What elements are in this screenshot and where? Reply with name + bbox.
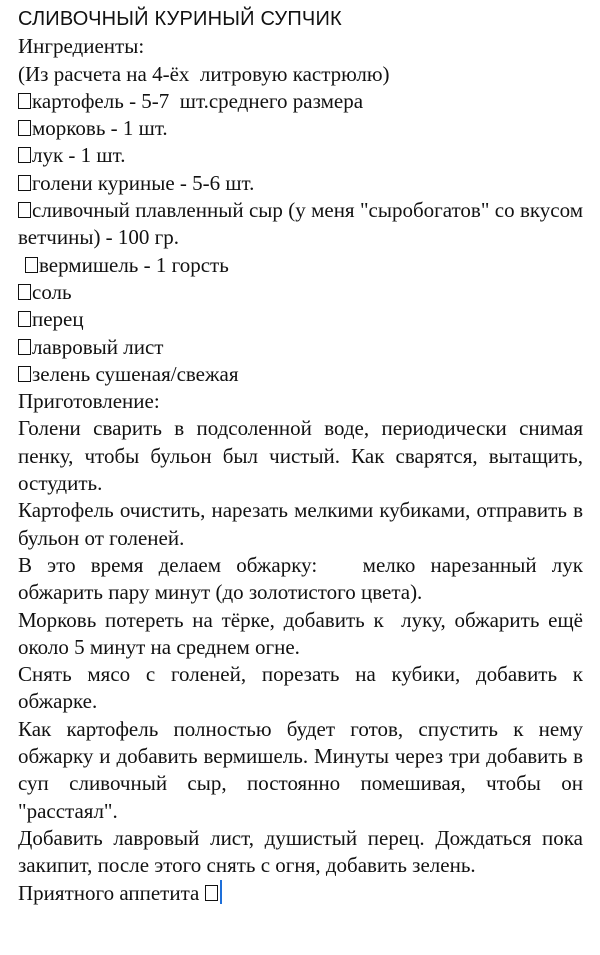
checkbox-icon [25, 257, 38, 273]
checkbox-icon [205, 885, 218, 901]
ingredient-item: голени куриные - 5-6 шт. [18, 170, 583, 197]
preparation-step: Морковь потереть на тёрке, добавить к луку, обжарить ещё около 5 минут на среднем огне. [18, 607, 589, 659]
checkbox-icon [18, 93, 31, 109]
preparation-step: Как картофель полностью будет готов, спустить к нему обжарку и добавить вермишель. Минуты через три добавить в суп сливочный сыр, постоянно помешивая, чтобы он "расстаял". [18, 716, 583, 823]
ingredients-note: (Из расчета на 4-ёх литровую кастрюлю) [18, 61, 390, 86]
preparation-step: Голени сварить в подсоленной воде, периодически снимая пенку, чтобы бульон был чистый. Как сварятся, вытащить, остудить. [18, 416, 583, 496]
ingredient-item: вермишель - 1 горсть [18, 252, 583, 279]
preparation-step: Добавить лавровый лист, душистый перец. Дождаться пока закипит, после этого снять с огня, добавить зелень. [18, 825, 583, 878]
ingredient-item: лавровый лист [18, 334, 583, 361]
checkbox-icon [18, 202, 31, 218]
ingredient-item: картофель - 5-7 шт.среднего размера [18, 88, 583, 115]
ingredients-heading: Ингредиенты: [18, 34, 145, 59]
preparation-heading: Приготовление: [18, 389, 160, 414]
checkbox-icon [18, 175, 31, 191]
preparation-step: Снять мясо с голеней, порезать на кубики, добавить к обжарке. [18, 662, 583, 714]
checkbox-icon [18, 311, 31, 327]
ingredient-item: морковь - 1 шт. [18, 115, 583, 142]
checkbox-icon [18, 366, 31, 382]
ingredient-item: сливочный плавленный сыр (у меня "сыробогатов" со вкусом ветчины) - 100 гр. [18, 198, 583, 250]
preparation-step: В это время делаем обжарку: мелко нарезанный лук обжарить пару минут (до золотистого цвета). [18, 552, 589, 605]
document-page[interactable] [18, 6, 589, 907]
checkbox-icon [18, 120, 31, 136]
ingredient-item: соль [18, 279, 583, 306]
preparation-steps [18, 415, 589, 879]
checkbox-icon [18, 284, 31, 300]
preparation-step: Картофель очистить, нарезать мелкими кубиками, отправить в бульон от голеней. [18, 498, 583, 550]
ingredient-item: перец [18, 306, 583, 333]
ingredients-list [18, 88, 583, 388]
checkbox-icon [18, 339, 31, 355]
text-cursor [220, 880, 222, 904]
closing-text: Приятного аппетита [18, 880, 200, 905]
ingredient-item: лук - 1 шт. [18, 142, 583, 169]
recipe-title: СЛИВОЧНЫЙ КУРИНЫЙ СУПЧИК [18, 8, 342, 30]
ingredient-item: зелень сушеная/свежая [18, 361, 583, 388]
checkbox-icon [18, 147, 31, 163]
closing-line [18, 880, 583, 907]
